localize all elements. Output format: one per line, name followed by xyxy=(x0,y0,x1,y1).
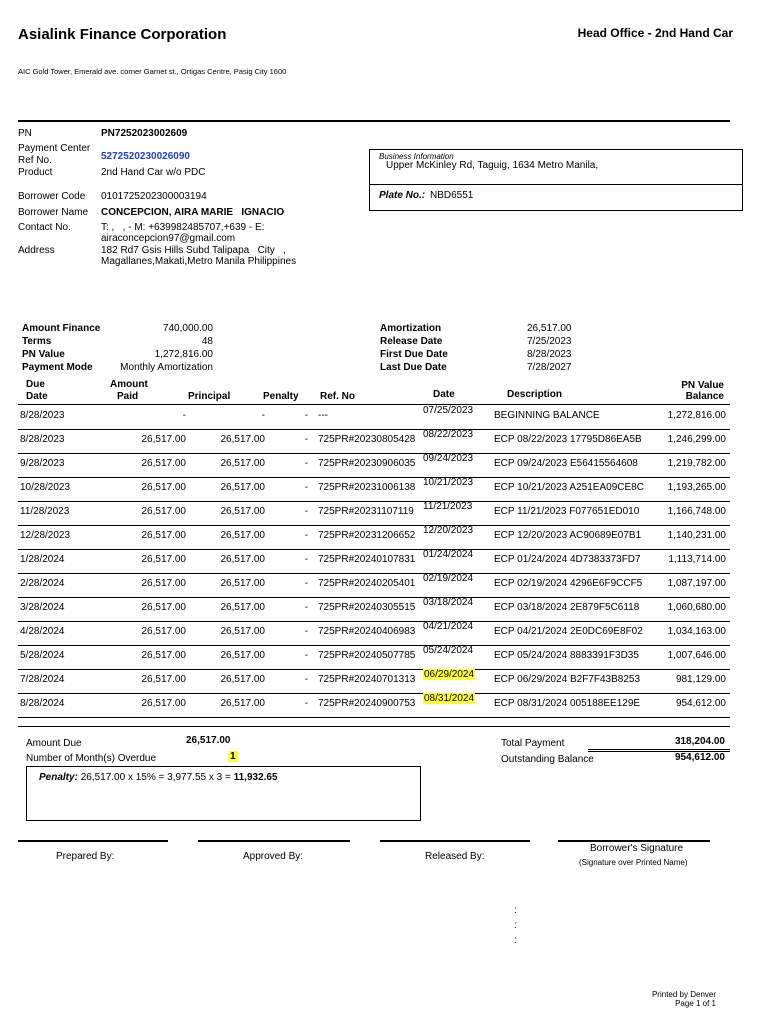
cell-pn-balance: 1,140,231.00 xyxy=(667,530,726,541)
cell-penalty: - xyxy=(304,410,308,421)
cell-date: 08/22/2023 xyxy=(423,429,474,440)
amortization-value: 26,517.00 xyxy=(527,323,572,334)
cell-amount-paid: 26,517.00 xyxy=(141,698,186,709)
cell-date: 04/21/2024 xyxy=(423,621,474,632)
table-bottom-line xyxy=(18,726,730,727)
footer-colon-1: : xyxy=(514,905,517,916)
cell-pn-balance: 1,219,782.00 xyxy=(667,458,726,469)
cell-principal: 26,517.00 xyxy=(220,506,265,517)
cell-due-date: 8/28/2024 xyxy=(20,698,65,709)
payment-mode-value: Monthly Amortization xyxy=(120,362,213,373)
cell-pn-balance: 1,246,299.00 xyxy=(667,434,726,445)
prepared-signature-line xyxy=(18,840,168,842)
cell-date: 07/25/2023 xyxy=(423,405,474,416)
contact-label: Contact No. xyxy=(18,222,71,233)
amount-due-value: 26,517.00 xyxy=(186,735,231,746)
company-address: AIC Gold Tower, Emerald ave. corner Garnet st., Ortigas Centre, Pasig City 1600 xyxy=(18,67,287,76)
table-row xyxy=(18,597,730,622)
company-name: Asialink Finance Corporation xyxy=(18,26,227,43)
cell-principal: 26,517.00 xyxy=(220,674,265,685)
cell-description: ECP 05/24/2024 8883391F3D35 xyxy=(494,650,639,661)
cell-amount-paid: 26,517.00 xyxy=(141,626,186,637)
table-row xyxy=(18,693,730,718)
table-row xyxy=(18,453,730,478)
last-due-value: 7/28/2027 xyxy=(527,362,572,373)
header-due-date: Date xyxy=(26,391,48,402)
header-due: Due xyxy=(26,379,45,390)
cell-due-date: 2/28/2024 xyxy=(20,578,65,589)
cell-due-date: 1/28/2024 xyxy=(20,554,65,565)
cell-description: BEGINNING BALANCE xyxy=(494,410,600,421)
address-line2: Magallanes,Makati,Metro Manila Philippines xyxy=(101,256,297,267)
cell-principal: 26,517.00 xyxy=(220,434,265,445)
total-underline-1 xyxy=(588,749,730,750)
table-row xyxy=(18,405,730,430)
overdue-label: Number of Month(s) Overdue xyxy=(26,753,157,764)
cell-ref-no: 725PR#20240507785 xyxy=(318,650,416,661)
pn-label: PN xyxy=(18,128,32,139)
cell-principal: 26,517.00 xyxy=(220,626,265,637)
cell-amount-paid: 26,517.00 xyxy=(141,602,186,613)
table-row xyxy=(18,645,730,670)
cell-description: ECP 11/21/2023 F077651ED010 xyxy=(494,506,640,517)
amount-due-label: Amount Due xyxy=(26,738,82,749)
header-description: Description xyxy=(507,389,563,400)
cell-amount-paid: 26,517.00 xyxy=(141,530,186,541)
borrower-name-value: CONCEPCION, AIRA MARIE IGNACIO xyxy=(101,207,285,218)
cell-principal: 26,517.00 xyxy=(220,482,265,493)
header-penalty: Penalty xyxy=(263,391,299,402)
last-due-label: Last Due Date xyxy=(380,362,447,373)
cell-ref-no: 725PR#20231206652 xyxy=(318,530,416,541)
cell-ref-no: 725PR#20240205401 xyxy=(318,578,416,589)
printed-by: Printed by Denver xyxy=(651,990,716,999)
penalty-box xyxy=(26,766,421,821)
table-row xyxy=(18,477,730,502)
cell-penalty: - xyxy=(304,554,308,565)
cell-description: ECP 02/19/2024 4296E6F9CCF5 xyxy=(494,578,643,589)
cell-ref-no: 725PR#20230805428 xyxy=(318,434,416,445)
cell-pn-balance: 1,007,646.00 xyxy=(667,650,726,661)
outstanding-value: 954,612.00 xyxy=(674,752,725,763)
cell-description: ECP 09/24/2023 E56415564608 xyxy=(494,458,638,469)
borrower-signature-label: Borrower's Signature xyxy=(590,843,684,854)
cell-due-date: 12/28/2023 xyxy=(20,530,71,541)
cell-date: 02/19/2024 xyxy=(423,573,474,584)
cell-principal: - xyxy=(261,410,265,421)
cell-penalty: - xyxy=(304,482,308,493)
cell-principal: 26,517.00 xyxy=(220,458,265,469)
business-info-box xyxy=(369,149,743,211)
cell-amount-paid: 26,517.00 xyxy=(141,650,186,661)
pn-value: PN7252023002609 xyxy=(101,128,188,139)
cell-pn-balance: 981,129.00 xyxy=(675,674,726,685)
table-row xyxy=(18,669,730,694)
ref-value: 5272520230026090 xyxy=(101,151,190,162)
cell-principal: 26,517.00 xyxy=(220,530,265,541)
cell-date: 12/20/2023 xyxy=(423,525,474,536)
header-principal: Principal xyxy=(188,391,231,402)
branch-name: Head Office - 2nd Hand Car xyxy=(577,26,733,40)
business-address: Upper McKinley Rd, Taguig, 1634 Metro Manila, xyxy=(386,160,599,171)
cell-pn-balance: 1,272,816.00 xyxy=(667,410,726,421)
plate-value: NBD6551 xyxy=(430,190,474,201)
overdue-value: 1 xyxy=(230,751,236,762)
cell-ref-no: 725PR#20230906035 xyxy=(318,458,416,469)
approved-signature-line xyxy=(198,840,350,842)
cell-date: 05/24/2024 xyxy=(423,645,474,656)
cell-penalty: - xyxy=(304,626,308,637)
penalty-label: Penalty: xyxy=(39,772,78,783)
cell-ref-no: 725PR#20231006138 xyxy=(318,482,416,493)
contact-email: airaconcepcion97@gmail.com xyxy=(101,233,236,244)
cell-principal: 26,517.00 xyxy=(220,698,265,709)
outstanding-label: Outstanding Balance xyxy=(501,754,594,765)
cell-description: ECP 04/21/2024 2E0DC69E8F02 xyxy=(494,626,643,637)
cell-pn-balance: 1,193,265.00 xyxy=(667,482,726,493)
payment-center-label: Payment Center xyxy=(18,143,91,154)
penalty-line xyxy=(39,772,278,783)
header-pn-value: PN Value xyxy=(681,380,724,391)
prepared-by-label: Prepared By: xyxy=(56,851,115,862)
cell-principal: 26,517.00 xyxy=(220,578,265,589)
cell-penalty: - xyxy=(304,434,308,445)
released-signature-line xyxy=(380,840,530,842)
cell-ref-no: 725PR#20240406983 xyxy=(318,626,416,637)
pn-value-label: PN Value xyxy=(22,349,65,360)
cell-due-date: 9/28/2023 xyxy=(20,458,65,469)
cell-description: ECP 06/29/2024 B2F7F43B8253 xyxy=(494,674,641,685)
cell-penalty: - xyxy=(304,506,308,517)
table-row xyxy=(18,501,730,526)
header-refno: Ref. No xyxy=(320,391,355,402)
header-amount: Amount xyxy=(110,379,148,390)
release-date-value: 7/25/2023 xyxy=(527,336,572,347)
cell-due-date: 10/28/2023 xyxy=(20,482,71,493)
cell-description: ECP 12/20/2023 AC90689E07B1 xyxy=(494,530,642,541)
table-row xyxy=(18,549,730,574)
terms-value: 48 xyxy=(201,336,213,347)
cell-description: ECP 03/18/2024 2E879F5C6118 xyxy=(494,602,640,613)
cell-ref-no: 725PR#20240305515 xyxy=(318,602,416,613)
cell-pn-balance: 1,113,714.00 xyxy=(668,554,726,565)
cell-description: ECP 10/21/2023 A251EA09CE8C xyxy=(494,482,644,493)
first-due-label: First Due Date xyxy=(380,349,448,360)
cell-amount-paid: - xyxy=(182,410,186,421)
header-balance: Balance xyxy=(685,391,724,402)
cell-ref-no: 725PR#20231107119 xyxy=(318,506,414,517)
cell-amount-paid: 26,517.00 xyxy=(141,578,186,589)
release-date-label: Release Date xyxy=(380,336,443,347)
cell-date: 08/31/2024 xyxy=(424,693,475,704)
cell-due-date: 8/28/2023 xyxy=(20,410,65,421)
cell-principal: 26,517.00 xyxy=(220,554,265,565)
cell-due-date: 7/28/2024 xyxy=(20,674,65,685)
cell-principal: 26,517.00 xyxy=(220,650,265,661)
ref-label: Ref No. xyxy=(18,155,52,166)
cell-ref-no: 725PR#20240107831 xyxy=(318,554,416,565)
borrower-name-label: Borrower Name xyxy=(18,207,89,218)
cell-penalty: - xyxy=(304,530,308,541)
cell-date: 03/18/2024 xyxy=(423,597,474,608)
header-divider xyxy=(18,120,730,122)
cell-date: 11/21/2023 xyxy=(423,501,473,512)
cell-ref-no: --- xyxy=(318,410,328,421)
borrower-code-value: 0101725202300003194 xyxy=(101,191,207,202)
product-label: Product xyxy=(18,167,53,178)
page-number: Page 1 of 1 xyxy=(675,999,716,1008)
cell-ref-no: 725PR#20240701313 xyxy=(318,674,416,685)
plate-label: Plate No.: xyxy=(379,190,426,201)
address-line1: 182 Rd7 Gsis Hills Subd Talipapa City , xyxy=(101,245,286,256)
cell-pn-balance: 1,166,748.00 xyxy=(667,506,726,517)
header-amount-paid: Paid xyxy=(117,391,139,402)
cell-description: ECP 08/22/2023 17795D86EA5B xyxy=(494,434,642,445)
table-row xyxy=(18,525,730,550)
amount-finance-value: 740,000.00 xyxy=(162,323,213,334)
cell-penalty: - xyxy=(304,650,308,661)
penalty-total: 11,932.65 xyxy=(233,772,278,783)
payment-mode-label: Payment Mode xyxy=(22,362,93,373)
business-box-divider xyxy=(370,184,742,185)
cell-amount-paid: 26,517.00 xyxy=(141,434,186,445)
borrower-code-label: Borrower Code xyxy=(18,191,86,202)
header-date: Date xyxy=(433,389,455,400)
cell-date: 01/24/2024 xyxy=(423,549,474,560)
contact-line1: T: , , - M: +639982485707,+639 - E: xyxy=(101,222,265,233)
cell-due-date: 11/28/2023 xyxy=(20,506,70,517)
cell-pn-balance: 1,060,680.00 xyxy=(667,602,726,613)
total-payment-value: 318,204.00 xyxy=(674,736,725,747)
cell-due-date: 8/28/2023 xyxy=(20,434,65,445)
cell-due-date: 5/28/2024 xyxy=(20,650,65,661)
cell-date: 09/24/2023 xyxy=(423,453,474,464)
table-row xyxy=(18,573,730,598)
address-label: Address xyxy=(18,245,55,256)
cell-ref-no: 725PR#20240900753 xyxy=(318,698,416,709)
footer-colon-2: : xyxy=(514,920,517,931)
borrower-signature-line xyxy=(558,840,710,842)
amortization-label: Amortization xyxy=(380,323,442,334)
cell-penalty: - xyxy=(304,458,308,469)
cell-description: ECP 08/31/2024 005188EE129E xyxy=(494,698,641,709)
cell-description: ECP 01/24/2024 4D7383373FD7 xyxy=(494,554,641,565)
penalty-formula: 26,517.00 x 15% = 3,977.55 x 3 = xyxy=(80,772,231,783)
table-row xyxy=(18,621,730,646)
table-row xyxy=(18,429,730,454)
cell-penalty: - xyxy=(304,698,308,709)
approved-by-label: Approved By: xyxy=(243,851,304,862)
product-value: 2nd Hand Car w/o PDC xyxy=(101,167,206,178)
cell-penalty: - xyxy=(304,602,308,613)
cell-amount-paid: 26,517.00 xyxy=(141,506,186,517)
cell-due-date: 4/28/2024 xyxy=(20,626,65,637)
cell-amount-paid: 26,517.00 xyxy=(141,458,186,469)
footer-colon-3: : xyxy=(514,935,517,946)
total-payment-label: Total Payment xyxy=(501,738,565,749)
first-due-value: 8/28/2023 xyxy=(527,349,572,360)
borrower-signature-note: (Signature over Printed Name) xyxy=(579,858,688,867)
cell-penalty: - xyxy=(304,578,308,589)
cell-due-date: 3/28/2024 xyxy=(20,602,65,613)
cell-amount-paid: 26,517.00 xyxy=(141,482,186,493)
cell-principal: 26,517.00 xyxy=(220,602,265,613)
released-by-label: Released By: xyxy=(425,851,485,862)
cell-pn-balance: 1,034,163.00 xyxy=(667,626,726,637)
business-info-label: Business Information xyxy=(379,152,454,161)
cell-date: 10/21/2023 xyxy=(423,477,474,488)
cell-penalty: - xyxy=(304,674,308,685)
cell-amount-paid: 26,517.00 xyxy=(141,674,186,685)
cell-pn-balance: 954,612.00 xyxy=(675,698,726,709)
cell-amount-paid: 26,517.00 xyxy=(141,554,186,565)
cell-pn-balance: 1,087,197.00 xyxy=(667,578,726,589)
cell-date: 06/29/2024 xyxy=(424,669,475,680)
terms-label: Terms xyxy=(22,336,52,347)
amount-finance-label: Amount Finance xyxy=(22,323,101,334)
pn-value-amount: 1,272,816.00 xyxy=(154,349,213,360)
